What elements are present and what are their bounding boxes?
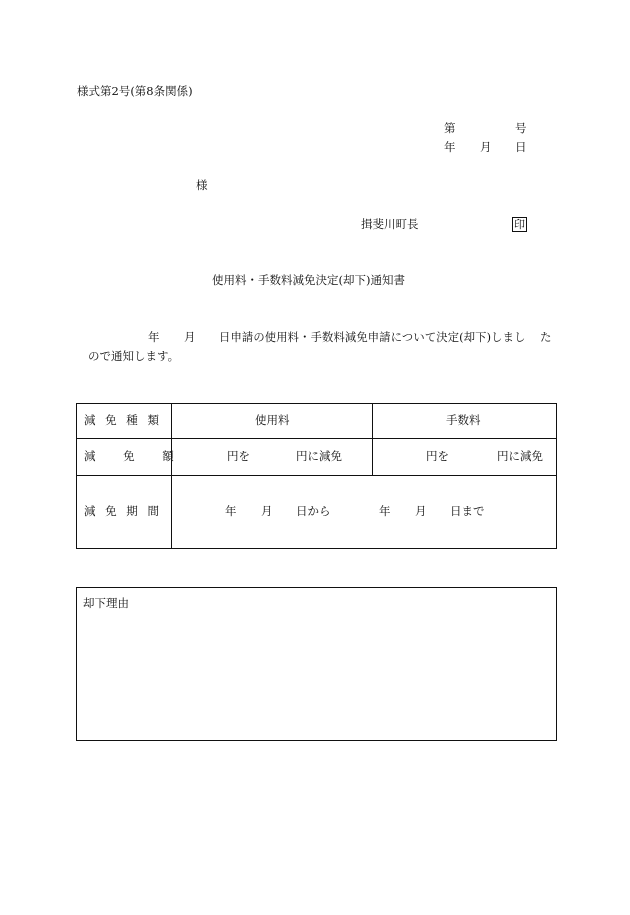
- period-from-month: 月: [261, 504, 273, 518]
- doc-number-prefix: 第: [444, 121, 456, 135]
- document-title: 使用料・手数料減免決定(却下)通知書: [212, 273, 405, 287]
- row-amount-label: 減 免 額: [84, 449, 174, 463]
- date-year: 年: [444, 140, 456, 154]
- table-col-divider: [171, 403, 172, 549]
- rejection-reason-box: [76, 587, 557, 741]
- period-to-day: 日まで: [450, 504, 485, 518]
- date-day: 日: [515, 140, 527, 154]
- sender-title: 揖斐川町長: [361, 217, 419, 231]
- period-from-day: 日から: [296, 504, 331, 518]
- body-month: 月: [184, 330, 196, 344]
- body-text-line1: 日申請の使用料・手数料減免申請について決定(却下)しまし: [219, 331, 526, 344]
- rejection-reason-label: 却下理由: [83, 596, 129, 610]
- handling-fee-header: 手数料: [446, 413, 481, 427]
- row-period-label: 減 免 期 間: [84, 504, 159, 518]
- row-type-label: 減 免 種 類: [84, 413, 159, 427]
- date-month: 月: [480, 140, 492, 154]
- seal-mark: 印: [514, 218, 525, 231]
- table-row-divider: [76, 438, 557, 439]
- body-year: 年: [148, 330, 160, 344]
- table-row-divider: [76, 475, 557, 476]
- doc-number-suffix: 号: [515, 121, 527, 135]
- form-number: 様式第2号(第8条関係): [77, 84, 193, 98]
- table-col-divider: [372, 403, 373, 475]
- period-from-year: 年: [225, 504, 237, 518]
- period-to-year: 年: [379, 504, 391, 518]
- body-text-line2: ので通知します。: [88, 349, 180, 363]
- usage-fee-header: 使用料: [255, 413, 290, 427]
- period-to-month: 月: [415, 504, 427, 518]
- handling-fee-amount-from: 円を: [426, 449, 449, 463]
- usage-fee-amount-from: 円を: [227, 449, 250, 463]
- addressee-suffix: 様: [196, 178, 208, 192]
- handling-fee-amount-to: 円に減免: [497, 449, 543, 463]
- body-text-line1-end: た: [540, 330, 552, 344]
- usage-fee-amount-to: 円に減免: [296, 449, 342, 463]
